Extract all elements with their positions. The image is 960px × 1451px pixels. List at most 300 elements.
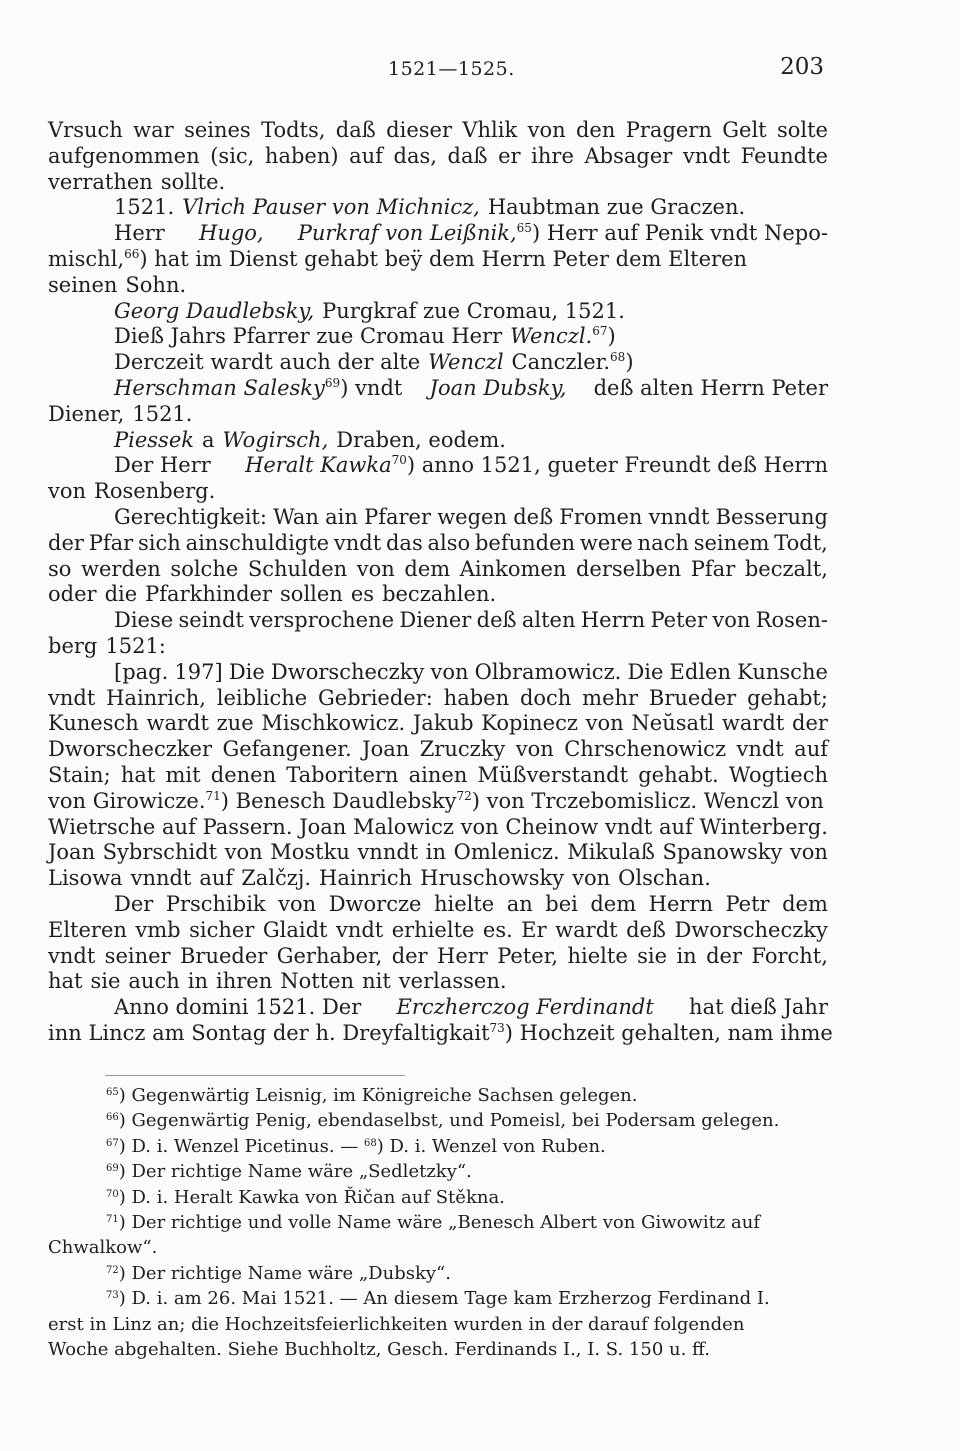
word: haben	[443, 685, 510, 710]
footnote-number: 71	[106, 1213, 119, 1225]
word: der	[706, 943, 743, 968]
word: von	[572, 866, 611, 891]
word: aufgenommen	[48, 143, 200, 168]
word: leibliche	[216, 685, 308, 710]
footnote-text: ) Gegenwärtig Leisnig, im Königreiche Sachsen gelegen.	[118, 1085, 638, 1106]
footnote	[48, 1083, 828, 1108]
person-name: Heralt Kawka	[245, 453, 392, 478]
word: Vhlik	[462, 118, 518, 142]
word: vmb	[135, 917, 181, 942]
word: auch	[128, 969, 180, 994]
page-number: 203	[780, 54, 824, 80]
footnote	[48, 1108, 828, 1133]
word: in	[676, 943, 697, 968]
word: ain	[325, 504, 358, 529]
word: so	[48, 556, 72, 581]
word: Edlen	[669, 659, 731, 684]
text-line	[48, 531, 828, 557]
word: von	[585, 711, 624, 736]
word: erhielte	[391, 917, 475, 942]
word: daß	[335, 118, 376, 142]
word: Kopinecz	[481, 711, 578, 736]
word: Notten	[280, 969, 355, 994]
text-line	[48, 428, 828, 454]
word: Dworscheczky	[674, 917, 828, 942]
footnote	[48, 1134, 828, 1159]
person-name: Wenczl.	[510, 324, 593, 349]
word: Taboritern	[286, 762, 399, 787]
word: Peter,	[497, 943, 559, 968]
word: Die	[627, 659, 664, 684]
footnote-number: 65	[106, 1087, 119, 1098]
person-name: Vlrich Pauser von Michnicz,	[182, 195, 480, 220]
word: Herrn	[580, 608, 646, 633]
word: Müßverstandt	[477, 762, 629, 787]
text-line	[48, 402, 828, 428]
text-segment: Der Herr	[114, 453, 211, 478]
word: Wietrsche	[48, 814, 156, 839]
footnote-ref: 73	[489, 1020, 505, 1035]
text-line	[48, 247, 828, 273]
text-segment: ) hat im Dienst gehabt beÿ dem Herrn Peter dem Elteren	[139, 246, 748, 271]
word: Mischkowicz.	[261, 711, 406, 736]
word: der	[792, 711, 828, 736]
footnote	[48, 1185, 828, 1210]
word: Sybrschidt	[102, 840, 218, 865]
word: Forcht,	[751, 943, 828, 968]
word: Hainrich	[319, 866, 413, 891]
word: Glaidt	[262, 917, 328, 942]
text-line	[48, 866, 828, 892]
word: Winterberg.	[699, 814, 828, 839]
text-segment: ) Hochzeit gehalten, nam ihme	[504, 1020, 833, 1045]
word: 197]	[174, 659, 223, 684]
word: Todts,	[261, 118, 326, 142]
word: Brueder	[179, 943, 268, 968]
word: vnndt	[130, 866, 192, 891]
word: Hruschowsky	[420, 866, 565, 891]
word: Herrn	[648, 891, 713, 916]
word: von	[430, 659, 469, 684]
text-segment: Canczler.	[511, 350, 611, 375]
text-line	[48, 634, 828, 660]
text-segment: Dieß Jahrs Pfarrer zue Cromau Herr	[114, 324, 503, 349]
word: sollen	[280, 582, 343, 607]
running-head: 1521—1525.	[388, 58, 515, 80]
text-line	[48, 118, 828, 144]
footnote-number: 72	[106, 1264, 119, 1276]
word: seiner	[104, 943, 171, 968]
text-line	[48, 582, 828, 608]
text-line	[48, 918, 828, 944]
word: seinem	[693, 530, 770, 555]
footnote-number: 73	[106, 1290, 119, 1302]
word: er	[498, 143, 521, 168]
text-line	[48, 195, 828, 221]
text-line	[48, 892, 828, 918]
footnote-number: 68	[364, 1137, 377, 1149]
word: solche	[170, 556, 239, 581]
word: sie	[637, 943, 668, 968]
word: solte	[776, 118, 828, 142]
word: Diener	[399, 608, 472, 633]
person-name: Piessek	[114, 427, 194, 452]
word: sie	[90, 969, 121, 994]
word: vnndt	[357, 840, 419, 865]
word: Olschan.	[618, 866, 711, 891]
text-line	[48, 815, 828, 841]
word: Pfarkhinder	[145, 582, 273, 607]
text-line	[48, 350, 828, 376]
word: gehabt;	[747, 685, 828, 710]
word: Omlenicz.	[453, 840, 560, 865]
word: Jakub	[412, 711, 474, 736]
word: Gelt	[722, 118, 767, 142]
page-header	[0, 54, 960, 88]
word: versprochene	[249, 608, 395, 633]
word: Gerhaber,	[276, 943, 383, 968]
text-line	[48, 969, 828, 995]
word: Wan	[273, 504, 319, 529]
year: 1521.	[114, 195, 175, 220]
text-segment: hat dieß Jahr	[689, 995, 828, 1020]
footnote-text: ) Der richtige und volle Name wäre „Benesch Albert von Giwowitz auf	[118, 1211, 761, 1233]
text-segment: Draben, eodem.	[336, 427, 506, 452]
word: Malowicz	[353, 814, 454, 839]
word: Besserung	[715, 504, 828, 529]
word: deß	[626, 917, 666, 942]
word: wardt	[721, 711, 785, 736]
word: Todt,	[774, 530, 828, 555]
word: ainschuldigte	[185, 530, 330, 555]
word: Pfarer	[364, 504, 432, 529]
word: Diener,	[48, 401, 125, 426]
word: Joan	[362, 737, 410, 762]
word: Hainrich,	[106, 685, 206, 710]
word: gehabt.	[638, 762, 719, 787]
word: wegen	[437, 504, 508, 529]
word: war	[133, 118, 174, 142]
word: Wogtiech	[728, 762, 828, 787]
word: auf	[658, 814, 693, 839]
word: sich	[137, 530, 181, 555]
word: Feundte	[740, 143, 828, 168]
word: deß	[476, 608, 517, 633]
word: Fromen	[559, 504, 643, 529]
footnote-text: ) D. i. Heralt Kawka von Řičan auf Stěkna.	[118, 1186, 505, 1208]
word: dem	[590, 891, 637, 916]
word: seindt	[178, 608, 244, 633]
word: auf	[162, 814, 196, 839]
person-name: Purkraf von Leißnik,	[297, 221, 517, 246]
word: von	[48, 479, 87, 504]
footnote-text: ) Gegenwärtig Penig, ebendaselbst, und Pomeisl, bei Podersam gelegen.	[118, 1110, 780, 1132]
word: vndt	[48, 685, 96, 710]
word: also	[427, 530, 471, 555]
word: hat	[48, 969, 83, 994]
text-line	[48, 453, 828, 479]
word: Cheinow	[505, 814, 599, 839]
word: dem	[404, 556, 451, 581]
word: Spanowsky	[662, 840, 783, 865]
word: befunden	[474, 530, 576, 555]
text-segment: ) vndt	[340, 375, 403, 400]
footnote-text: ) Der richtige Name wäre „Dubsky“.	[118, 1262, 451, 1284]
place-name: Wogirsch,	[222, 427, 329, 452]
footnote	[48, 1159, 828, 1184]
word: der	[391, 943, 428, 968]
word: vndt	[604, 814, 653, 839]
text-line	[48, 660, 828, 686]
word: auf	[349, 143, 383, 168]
text-line	[48, 144, 828, 170]
text-line	[48, 840, 828, 866]
text-segment: Anno domini 1521. Der	[114, 995, 362, 1020]
word: Der	[114, 891, 154, 916]
word: berg	[48, 633, 98, 658]
text-line	[48, 376, 828, 402]
footnote-ref: 69	[324, 375, 341, 390]
word: Rosenberg.	[94, 479, 216, 504]
word: vndt	[48, 943, 96, 968]
word: Elteren	[48, 917, 127, 942]
footnote-separator	[105, 1075, 405, 1076]
word: Pfar	[690, 556, 736, 581]
word: in	[425, 840, 447, 865]
word: ainen	[408, 762, 468, 787]
word: mehr	[582, 685, 639, 710]
word: Joan	[299, 814, 347, 839]
word: von	[712, 608, 751, 633]
word: in	[187, 969, 208, 994]
text-segment: Derczeit wardt auch der alte	[114, 350, 421, 375]
word: Rosen-	[755, 608, 828, 633]
person-name: Herschman Salesky	[114, 375, 325, 400]
word: von	[278, 891, 317, 916]
word: Diese	[114, 608, 174, 633]
word: Dworcze	[328, 891, 422, 916]
word: beczalt,	[744, 556, 828, 581]
word: Mikulaß	[567, 840, 655, 865]
word: mit	[165, 762, 201, 787]
word: (sic,	[210, 143, 255, 168]
footnote-ref: 68	[610, 350, 626, 365]
text-line	[48, 273, 828, 299]
word: 1521:	[105, 633, 166, 658]
text-line	[48, 170, 828, 196]
text-segment: ) von Trczebomislicz. Wenczl von	[471, 788, 824, 813]
word: vndt	[333, 530, 382, 555]
word: auf	[794, 737, 828, 762]
footnote-number: 67	[106, 1137, 119, 1149]
word: Die	[228, 659, 265, 684]
text-line	[48, 711, 828, 737]
word: an	[506, 891, 533, 916]
word: von	[224, 840, 263, 865]
word: oder	[48, 582, 97, 607]
footnote-text: ) Der richtige Name wäre „Sedletzky“.	[118, 1161, 472, 1183]
word: seines	[184, 118, 251, 142]
word: das	[385, 530, 423, 555]
word: es	[350, 582, 375, 607]
word: Pfar	[88, 530, 134, 555]
person-name: Hugo,	[199, 221, 264, 246]
text-segment: )	[625, 350, 634, 375]
text-segment: Haubtman zue Graczen.	[487, 195, 746, 220]
word: Stain;	[48, 762, 111, 787]
word: Brueder	[648, 685, 737, 710]
word: deß	[513, 504, 554, 529]
word: dieser	[386, 118, 452, 142]
word: bei	[545, 891, 578, 916]
word: Gerechtigkeit:	[114, 504, 267, 529]
text-line	[48, 763, 828, 789]
text-line	[48, 299, 828, 325]
person-name: Joan Dubsky,	[429, 375, 567, 400]
text-segment: Purgkraf zue Cromau, 1521.	[322, 298, 625, 323]
footnote-ref: 70	[391, 453, 407, 468]
word: dem	[782, 891, 828, 916]
word: Gebrieder:	[318, 685, 433, 710]
word: Kunsche	[737, 659, 828, 684]
word: seinen	[48, 272, 118, 297]
word: Dworscheczky	[270, 659, 425, 684]
word: Schulden	[247, 556, 348, 581]
text-segment: von Girowicze.	[48, 788, 206, 813]
text-line	[48, 995, 828, 1021]
footnote-continuation	[48, 1235, 828, 1260]
word: sicher	[189, 917, 255, 942]
footnote-number: 69	[106, 1163, 119, 1175]
footnote-text: Woche abgehalten. Siehe Buchholtz, Gesch. Ferdinands I., I. S. 150 u. ff.	[48, 1338, 710, 1360]
footnote-ref: 67	[592, 324, 608, 339]
word: denen	[210, 762, 277, 787]
word: were	[579, 530, 633, 555]
text-line	[48, 1020, 833, 1047]
word: Kunesch	[48, 711, 139, 736]
word: Lisowa	[48, 866, 123, 891]
footnotes	[48, 1083, 828, 1362]
word: Passern.	[202, 814, 293, 839]
word: zue	[216, 711, 254, 736]
text-line	[48, 221, 828, 247]
text-segment: mischl,	[48, 246, 125, 271]
text-segment: ) Herr auf Penik vndt Nepo-	[531, 221, 828, 246]
word: Mostku	[270, 840, 350, 865]
word: Gefangener.	[222, 737, 352, 762]
word: Dworscheczker	[48, 737, 213, 762]
word: verrathen	[48, 169, 153, 194]
text-segment: ) Benesch Daudlebsky	[220, 788, 457, 813]
word: Zalčzj.	[241, 866, 312, 891]
footnote-text: ) D. i. Wenzel Picetinus. —	[118, 1135, 359, 1157]
word: Olbramowicz.	[474, 659, 622, 684]
word: wardt	[555, 917, 618, 942]
word: der	[48, 530, 84, 555]
word: daß	[447, 143, 488, 168]
word: hat	[120, 762, 156, 787]
footnote-number: 70	[106, 1188, 119, 1200]
word: werden	[81, 556, 161, 581]
footnote-ref: 65	[516, 221, 532, 236]
word: hielte	[567, 943, 628, 968]
word: haben)	[264, 143, 339, 168]
footnote-continuation	[48, 1337, 828, 1362]
text-line	[48, 686, 828, 712]
text-line	[48, 608, 828, 634]
word: Er	[521, 917, 547, 942]
footnote	[48, 1261, 828, 1286]
word: die	[104, 582, 138, 607]
word: beczahlen.	[382, 582, 497, 607]
text-segment: a	[201, 427, 215, 452]
text-segment: )	[607, 324, 616, 349]
word: von	[789, 840, 828, 865]
text-line	[48, 737, 828, 763]
footnote-text: Chwalkow“.	[48, 1237, 158, 1259]
word: hielte	[433, 891, 495, 916]
word: von	[356, 556, 395, 581]
footnote-number: 66	[106, 1112, 119, 1124]
text-line	[48, 324, 828, 350]
text-segment: Herr	[114, 221, 165, 246]
text-line	[48, 789, 828, 815]
person-name: Erczherczog Ferdinandt	[396, 995, 654, 1020]
word: nach	[637, 530, 689, 555]
footnote-ref: 66	[124, 246, 140, 261]
word: das,	[393, 143, 437, 168]
footnote	[48, 1210, 828, 1235]
word: Absager	[584, 143, 673, 168]
footnote-text: ) D. i. Wenzel von Ruben.	[376, 1135, 606, 1157]
word: alten	[521, 608, 576, 633]
word: vndt	[682, 143, 731, 168]
word: ihren	[216, 969, 273, 994]
text-segment: deß alten Herrn Peter	[593, 375, 828, 400]
word: 1521.	[132, 401, 193, 426]
word: doch	[519, 685, 572, 710]
text-line	[48, 557, 828, 583]
word: nit	[362, 969, 391, 994]
word: Prschibik	[165, 891, 266, 916]
main-text	[48, 118, 833, 1047]
word: Chrschenowicz	[564, 737, 727, 762]
footnote-ref: 71	[205, 788, 221, 803]
word: Sohn.	[125, 272, 187, 297]
word: von	[515, 737, 554, 762]
text-line	[48, 944, 828, 970]
word: vndt	[736, 737, 784, 762]
word: sollte.	[160, 169, 226, 194]
text-segment: inn Lincz am Sontag der h. Dreyfaltigkait	[48, 1020, 490, 1045]
word: Pragern	[625, 118, 712, 142]
footnote	[48, 1286, 828, 1311]
word: Herr	[437, 943, 488, 968]
word: vndt	[335, 917, 384, 942]
text-segment: ) anno 1521, gueter Freundt deß Herrn	[406, 453, 828, 478]
word: wardt	[146, 711, 209, 736]
footnote-continuation	[48, 1312, 828, 1337]
text-line	[48, 505, 828, 531]
word: ihre	[531, 143, 574, 168]
footnote-ref: 72	[456, 788, 472, 803]
person-name: Wenczl	[428, 350, 504, 375]
word: Joan	[48, 840, 96, 865]
word: Petr	[725, 891, 770, 916]
word: verlassen.	[398, 969, 507, 994]
footnote-text: ) D. i. am 26. Mai 1521. — An diesem Tage kam Erzherzog Ferdinand I.	[118, 1288, 770, 1310]
word: den	[575, 118, 616, 142]
